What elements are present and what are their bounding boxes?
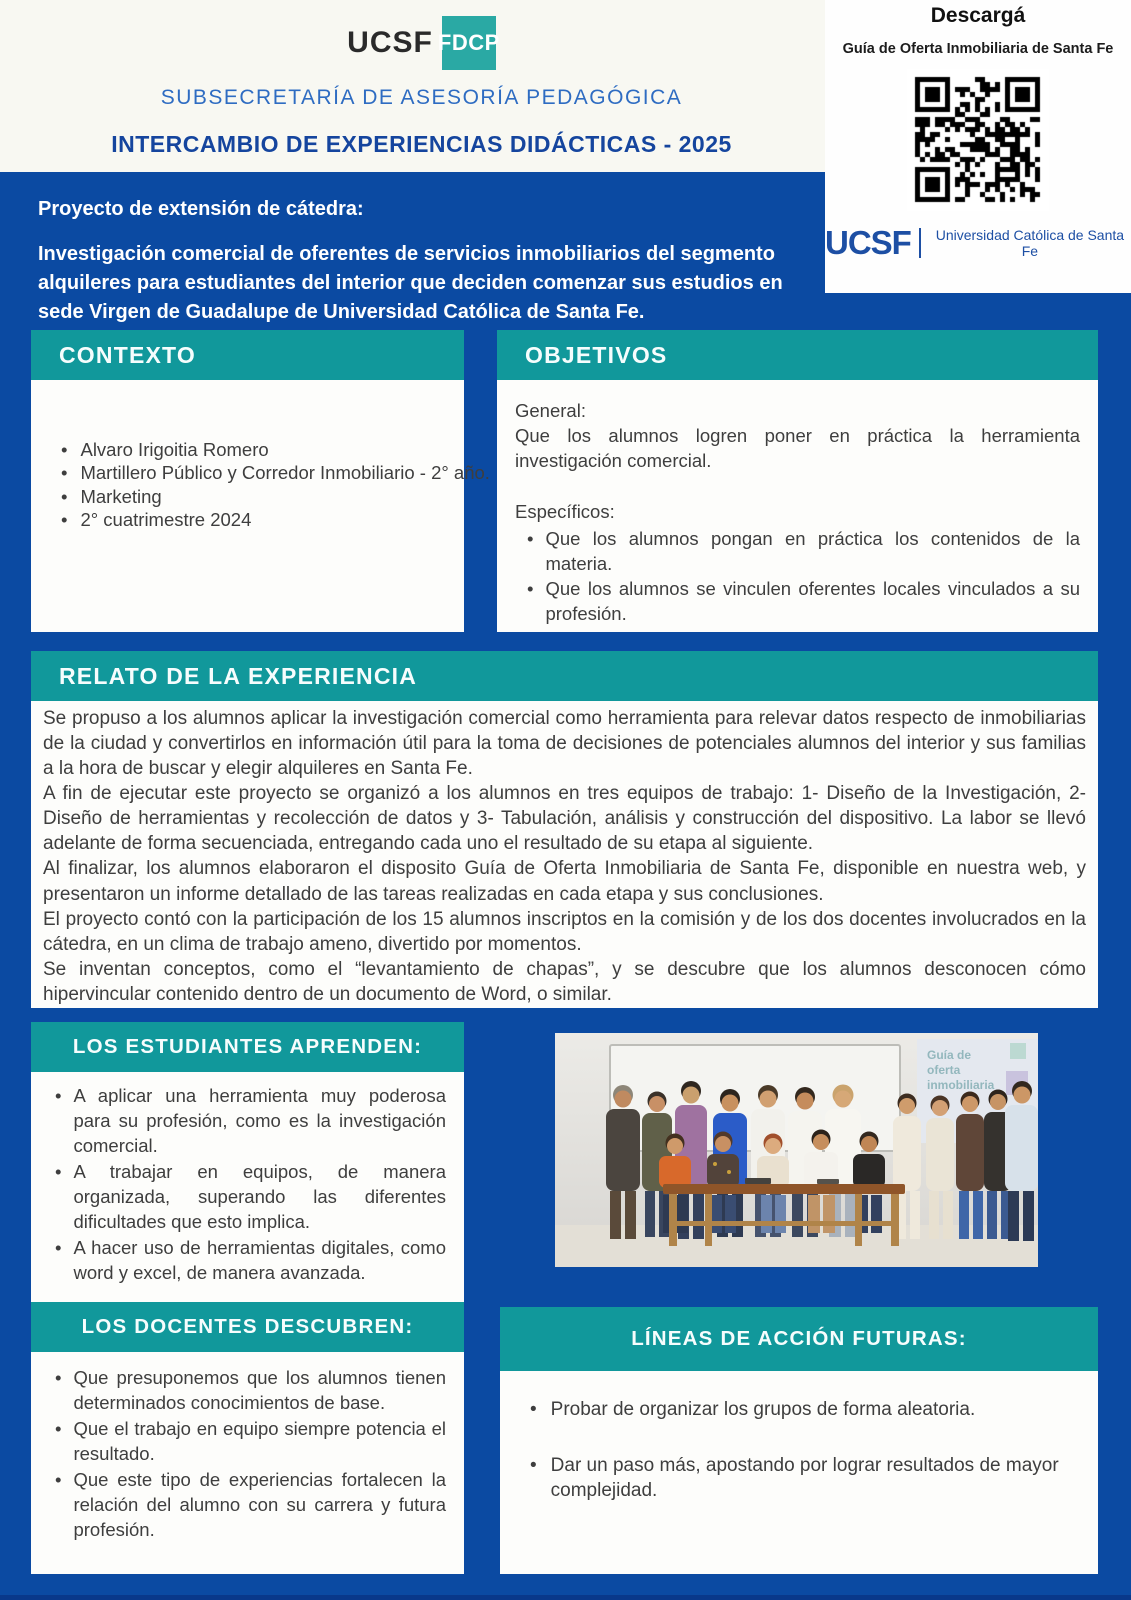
list-item [527, 577, 1080, 627]
bullet-icon: • [530, 1454, 537, 1476]
banner-description: Investigación comercial de oferentes de servicios inmobiliarios del segmento alquileres para estudiantes del interior que deciden comenzar sus estudios en sede Virgen de Guadalupe de Universidad Católica de Santa Fe. [38, 243, 783, 323]
list-item-text: 2° cuatrimestre 2024 [80, 509, 252, 531]
list-item [61, 461, 490, 484]
docentes-list [49, 1366, 446, 1543]
bullet-icon: • [530, 1399, 537, 1420]
list-item-text: Marketing [80, 485, 162, 507]
ucsf-university-logo [825, 224, 1131, 262]
download-subtitle: Guía de Oferta Inmobiliaria de Santa Fe [842, 41, 1114, 57]
estudiantes-title: LOS ESTUDIANTES APRENDEN: [72, 1035, 423, 1058]
list-item-text: Que este tipo de experiencias fortalecen la relación del alumno con su carrera y futura profesión. [73, 1468, 446, 1540]
page-title: INTERCAMBIO DE EXPERIENCIAS DIDÁCTICAS - 2025 [111, 131, 732, 157]
objetivos-especificos-label: Específicos: [515, 500, 615, 522]
bullet-icon: • [55, 1085, 62, 1106]
list-item-text: Alvaro Irigoitia Romero [80, 439, 269, 460]
bullet-icon: • [61, 485, 68, 507]
bullet-icon: • [61, 462, 68, 484]
fdcp-logo-box: FDCP [442, 16, 496, 70]
list-item [55, 1084, 446, 1159]
docentes-header [31, 1302, 464, 1352]
relato-title: RELATO DE LA EXPERIENCIA [59, 662, 418, 689]
estudiantes-list [49, 1084, 446, 1286]
left-column-cards [31, 1022, 464, 1574]
list-item-text: Que los alumnos pongan en práctica los contenidos de la materia. [545, 527, 1080, 574]
banner-label: Proyecto de extensión de cátedra: [38, 198, 364, 220]
top-band [0, 0, 825, 172]
bullet-icon: • [55, 1468, 62, 1490]
class-photo-illustration [555, 1033, 1038, 1267]
bullet-icon: • [527, 577, 534, 599]
bullet-icon: • [55, 1160, 62, 1182]
docentes-title: LOS DOCENTES DESCUBREN: [81, 1315, 414, 1338]
relato-paragraph: Se propuso a los alumnos aplicar la investigación comercial como herramienta para relevar datos respecto de inmobiliarias de la ciudad y convertirlos en información útil para la toma de decisiones de potenciales alumnos del interior y sus familias a la hora de buscar y elegir alquileres en Santa Fe. [43, 708, 1086, 780]
list-item [530, 1397, 1072, 1423]
objetivos-title: OBJETIVOS [525, 341, 668, 368]
qr-code-image [907, 69, 1049, 211]
list-item-text: Que presuponemos que los alumnos tienen determinados conocimientos de base. [73, 1367, 446, 1413]
lineas-list [530, 1397, 1072, 1504]
class-photo [555, 1033, 1038, 1267]
download-title: Descargá [930, 4, 1026, 27]
objetivos-body [497, 380, 1098, 627]
logo-divider [919, 228, 921, 258]
list-item [55, 1417, 446, 1467]
list-item [61, 485, 464, 508]
ucsf-wordmark: UCSF [825, 224, 911, 261]
screen-text-line: oferta [927, 1063, 961, 1077]
bullet-icon: • [61, 509, 68, 531]
bullet-icon: • [55, 1367, 62, 1388]
list-item-text: Dar un paso más, apostando por lograr resultados de mayor complejidad. [550, 1454, 1059, 1502]
relato-paragraph: Se inventan conceptos, como el “levantamiento de chapas”, y se descubre que los alumnos desconocen cómo hipervincular contenido dentro de un documento de Word, o similar. [43, 958, 1086, 1005]
bullet-icon: • [55, 1236, 62, 1258]
objetivos-header [497, 330, 1098, 380]
bottom-strip [0, 1595, 1131, 1600]
card-objetivos [497, 330, 1098, 632]
list-item [530, 1453, 1072, 1504]
qr-code [825, 69, 1131, 216]
bullet-icon: • [55, 1417, 62, 1439]
subsecretaria-subtitle: SUBSECRETARÍA DE ASESORÍA PEDAGÓGICA [160, 86, 683, 109]
docentes-body [31, 1352, 464, 1574]
screen-text-line: inmobiliaria [927, 1078, 995, 1092]
estudiantes-header [31, 1022, 464, 1072]
list-item [55, 1468, 446, 1543]
card-lineas [500, 1307, 1098, 1574]
list-item-text: Que el trabajo en equipo siempre potencia el resultado. [73, 1417, 446, 1464]
lineas-body [500, 1371, 1098, 1504]
lineas-title: LÍNEAS DE ACCIÓN FUTURAS: [631, 1327, 967, 1350]
list-item-text: Probar de organizar los grupos de forma aleatoria. [550, 1399, 976, 1420]
list-item [55, 1236, 446, 1286]
relato-paragraph: A fin de ejecutar este proyecto se organizó a los alumnos en tres equipos de trabajo: 1- Diseño de la Investigación, 2- Diseño de herramientas y recolección de datos y 3- Tabulación, análisis y construcción del dispositivo. La labor se llevó adelante de forma secuenciada, entregando cada uno el resultado de su etapa al siguiente. [43, 783, 1086, 855]
list-item-text: A aplicar una herramienta muy poderosa para su profesión, como es la investigación comercial. [73, 1085, 446, 1156]
contexto-title: CONTEXTO [59, 341, 196, 368]
list-item [527, 527, 1080, 577]
list-item-text: A trabajar en equipos, de manera organizada, superando las diferentes dificultades que esto implica. [73, 1160, 446, 1232]
bullet-icon: • [61, 439, 68, 460]
relato-header [31, 651, 1098, 701]
objetivos-general-label: General: [515, 400, 586, 421]
card-contexto [31, 330, 490, 632]
list-item-text: Martillero Público y Corredor Inmobiliario - 2° año. [80, 462, 490, 484]
ucsf-logo-text: UCSF [347, 26, 433, 59]
list-item [55, 1160, 446, 1235]
estudiantes-body [31, 1072, 464, 1302]
objetivos-general-text: Que los alumnos logren poner en práctica la herramienta investigación comercial. [515, 424, 1080, 471]
card-relato [31, 651, 1098, 1008]
lineas-header [500, 1307, 1098, 1371]
relato-paragraph: Al finalizar, los alumnos elaboraron el disposito Guía de Oferta Inmobiliaria de Santa Fe, disponible en nuestra web, y presentaron un informe detallado de las tareas realizadas en cada etapa y sus conclusiones. [43, 858, 1086, 905]
list-item-text: Que los alumnos se vinculen oferentes locales vinculados a su profesión. [545, 577, 1080, 624]
bullet-icon: • [527, 527, 534, 549]
ucsf-fdcp-logo [18, 16, 825, 70]
contexto-list [31, 380, 490, 532]
download-panel [825, 0, 1131, 293]
list-item-text: A hacer uso de herramientas digitales, como word y excel, de manera avanzada. [73, 1236, 446, 1283]
relato-paragraph: El proyecto contó con la participación de los 15 alumnos inscriptos en la comisión y de los dos docentes involucrados en la cátedra, en un clima de trabajo ameno, divertido por momentos. [43, 908, 1086, 955]
list-item [55, 1366, 446, 1416]
list-item [61, 438, 464, 461]
contexto-header [31, 330, 464, 380]
relato-body [31, 701, 1098, 1007]
screen-text-line: Guía de [927, 1048, 972, 1062]
objetivos-list [515, 527, 1080, 627]
university-name: Universidad Católica de Santa Fe [935, 227, 1125, 259]
list-item [61, 508, 464, 531]
